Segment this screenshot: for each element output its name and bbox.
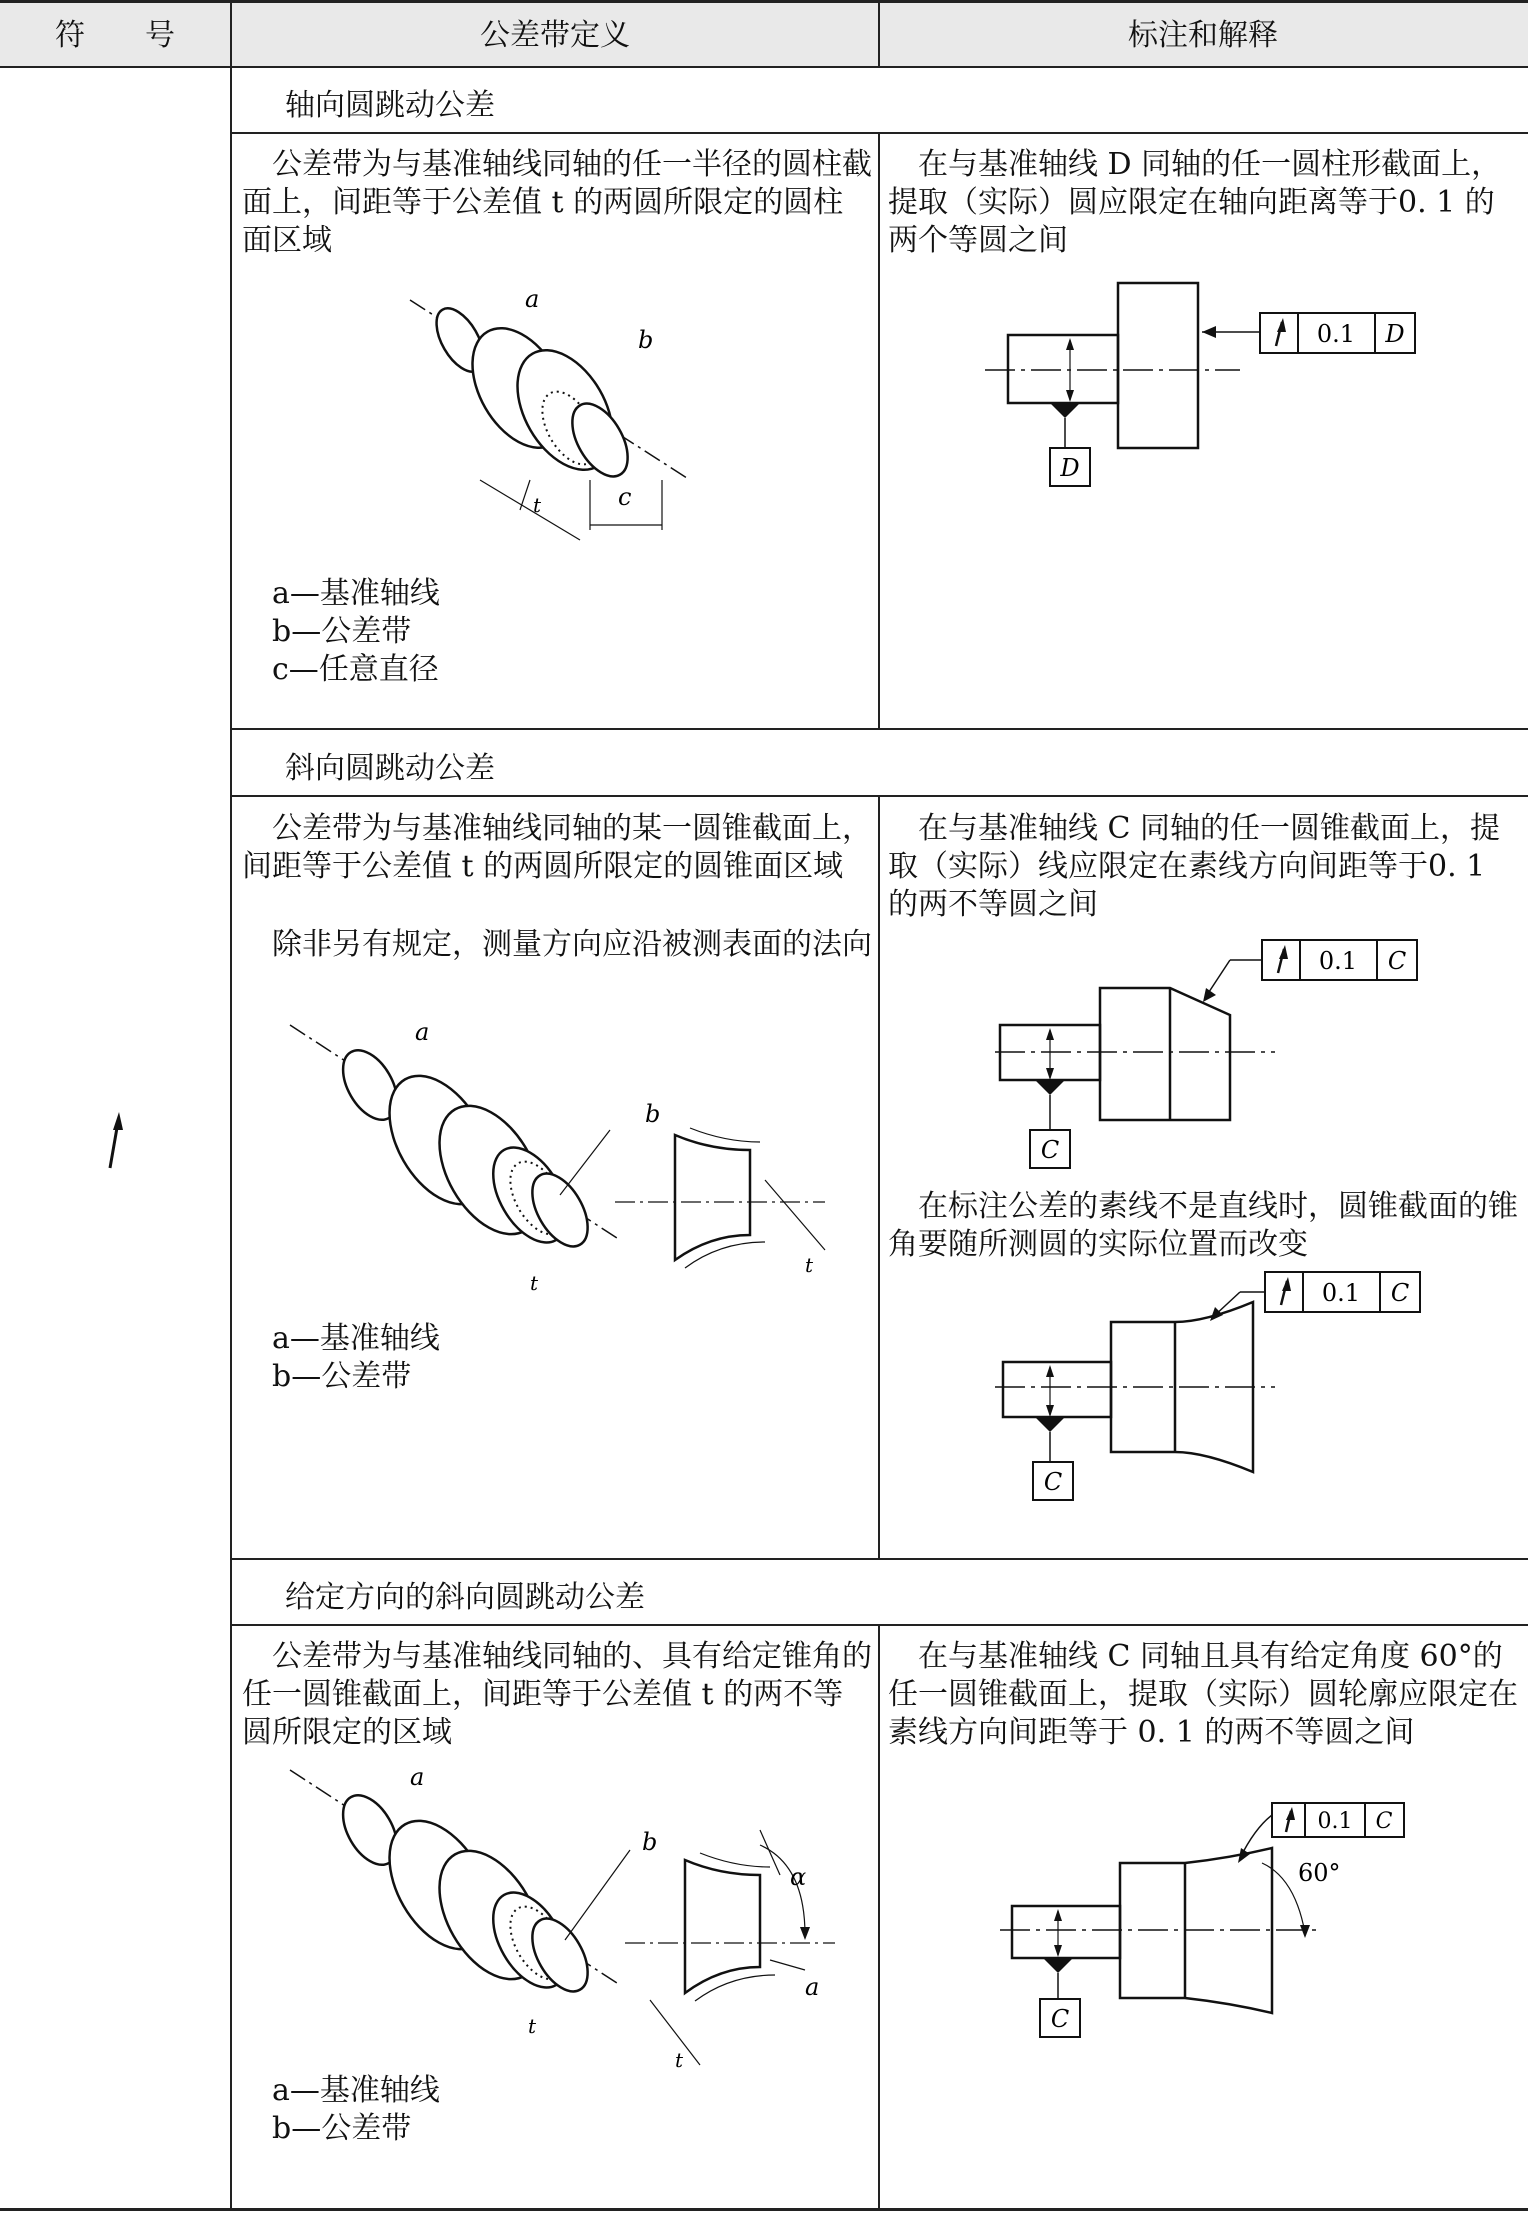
legend-oblique	[272, 1320, 440, 1396]
given-direction-runout-zone-figure	[280, 1755, 850, 2075]
svg-text:C: C	[1050, 2005, 1070, 2033]
explanation-oblique: 在与基准轴线 C 同轴的任一圆锥截面上，提取（实际）线应限定在素线方向间距等于0. 1 的两不等圆之间	[888, 811, 1501, 922]
svg-text:α: α	[790, 1863, 807, 1891]
legend-item: b—公差带	[272, 1359, 412, 1394]
explanation-axial: 在与基准轴线 D 同轴的任一圆柱形截面上，提取（实际）圆应限定在轴向距离等于0. 1 的两个等圆之间	[888, 147, 1502, 258]
legend-item: c—任意直径	[272, 652, 439, 687]
legend-item: b—公差带	[272, 2111, 412, 2146]
legend-item: a—基准轴线	[272, 1321, 440, 1356]
legend-given-direction	[272, 2072, 440, 2148]
svg-text:0.1: 0.1	[1318, 947, 1358, 975]
svg-text:D: D	[1385, 320, 1405, 348]
svg-text:t: t	[530, 1271, 539, 1295]
svg-text:b: b	[645, 1100, 661, 1128]
svg-text:C: C	[1375, 1809, 1393, 1834]
svg-text:t: t	[675, 2048, 684, 2072]
svg-text:C: C	[1390, 1279, 1410, 1307]
definition-given-direction: 公差带为与基准轴线同轴的、具有给定锥角的任一圆锥截面上，间距等于公差值 t 的两不等圆所限定的区域	[242, 1639, 872, 1750]
definition-oblique-note: 除非另有规定，测量方向应沿被测表面的法向	[272, 927, 872, 962]
svg-text:D: D	[1060, 454, 1080, 482]
svg-text:t: t	[805, 1253, 814, 1277]
svg-text:0.1: 0.1	[1317, 1809, 1353, 1834]
legend-item: a—基准轴线	[272, 2073, 440, 2108]
definition-oblique: 公差带为与基准轴线同轴的某一圆锥截面上，间距等于公差值 t 的两圆所限定的圆锥面区域	[242, 811, 872, 884]
svg-text:t: t	[528, 2014, 537, 2038]
oblique-runout-annotation-figure	[990, 940, 1430, 1170]
axial-runout-annotation-figure	[980, 280, 1430, 490]
svg-text:C: C	[1040, 1136, 1060, 1164]
legend-item: a—基准轴线	[272, 576, 440, 611]
svg-text:C: C	[1043, 1468, 1063, 1496]
runout-symbol-icon	[100, 1110, 130, 1170]
svg-text:C: C	[1387, 947, 1407, 975]
section-title-given-direction: 给定方向的斜向圆跳动公差	[285, 1580, 645, 1615]
oblique-runout-zone-figure	[280, 1010, 840, 1310]
axial-runout-zone-figure	[400, 280, 720, 550]
explanation-oblique-note: 在标注公差的素线不是直线时，圆锥截面的锥角要随所测圆的实际位置而改变	[888, 1189, 1518, 1262]
explanation-given-direction: 在与基准轴线 C 同轴且具有给定角度 60°的任一圆锥截面上，提取（实际）圆轮廓应限定在素线方向间距等于 0. 1 的两不等圆之间	[888, 1639, 1518, 1750]
svg-text:0.1: 0.1	[1321, 1279, 1361, 1307]
given-direction-runout-annotation-figure	[1000, 1803, 1430, 2043]
definition-axial: 公差带为与基准轴线同轴的任一半径的圆柱截面上，间距等于公差值 t 的两圆所限定的圆柱面区域	[242, 147, 872, 258]
svg-text:t: t	[533, 493, 542, 517]
svg-text:c: c	[618, 483, 632, 511]
svg-text:a: a	[805, 1973, 820, 2001]
header-explanation: 标注和解释	[1128, 18, 1278, 53]
header-definition: 公差带定义	[480, 18, 630, 53]
header-symbol: 符 号	[55, 18, 175, 53]
section-title-oblique: 斜向圆跳动公差	[285, 751, 495, 786]
svg-text:a: a	[410, 1763, 425, 1791]
svg-text:0.1: 0.1	[1316, 320, 1356, 348]
svg-text:a: a	[525, 285, 540, 313]
legend-item: b—公差带	[272, 614, 412, 649]
legend-axial	[272, 575, 440, 689]
svg-text:b: b	[638, 326, 654, 354]
section-title-axial: 轴向圆跳动公差	[285, 88, 495, 123]
svg-text:60°: 60°	[1298, 1859, 1341, 1887]
svg-text:a: a	[415, 1018, 430, 1046]
oblique-runout-curved-annotation-figure	[995, 1272, 1435, 1507]
svg-text:b: b	[642, 1828, 658, 1856]
